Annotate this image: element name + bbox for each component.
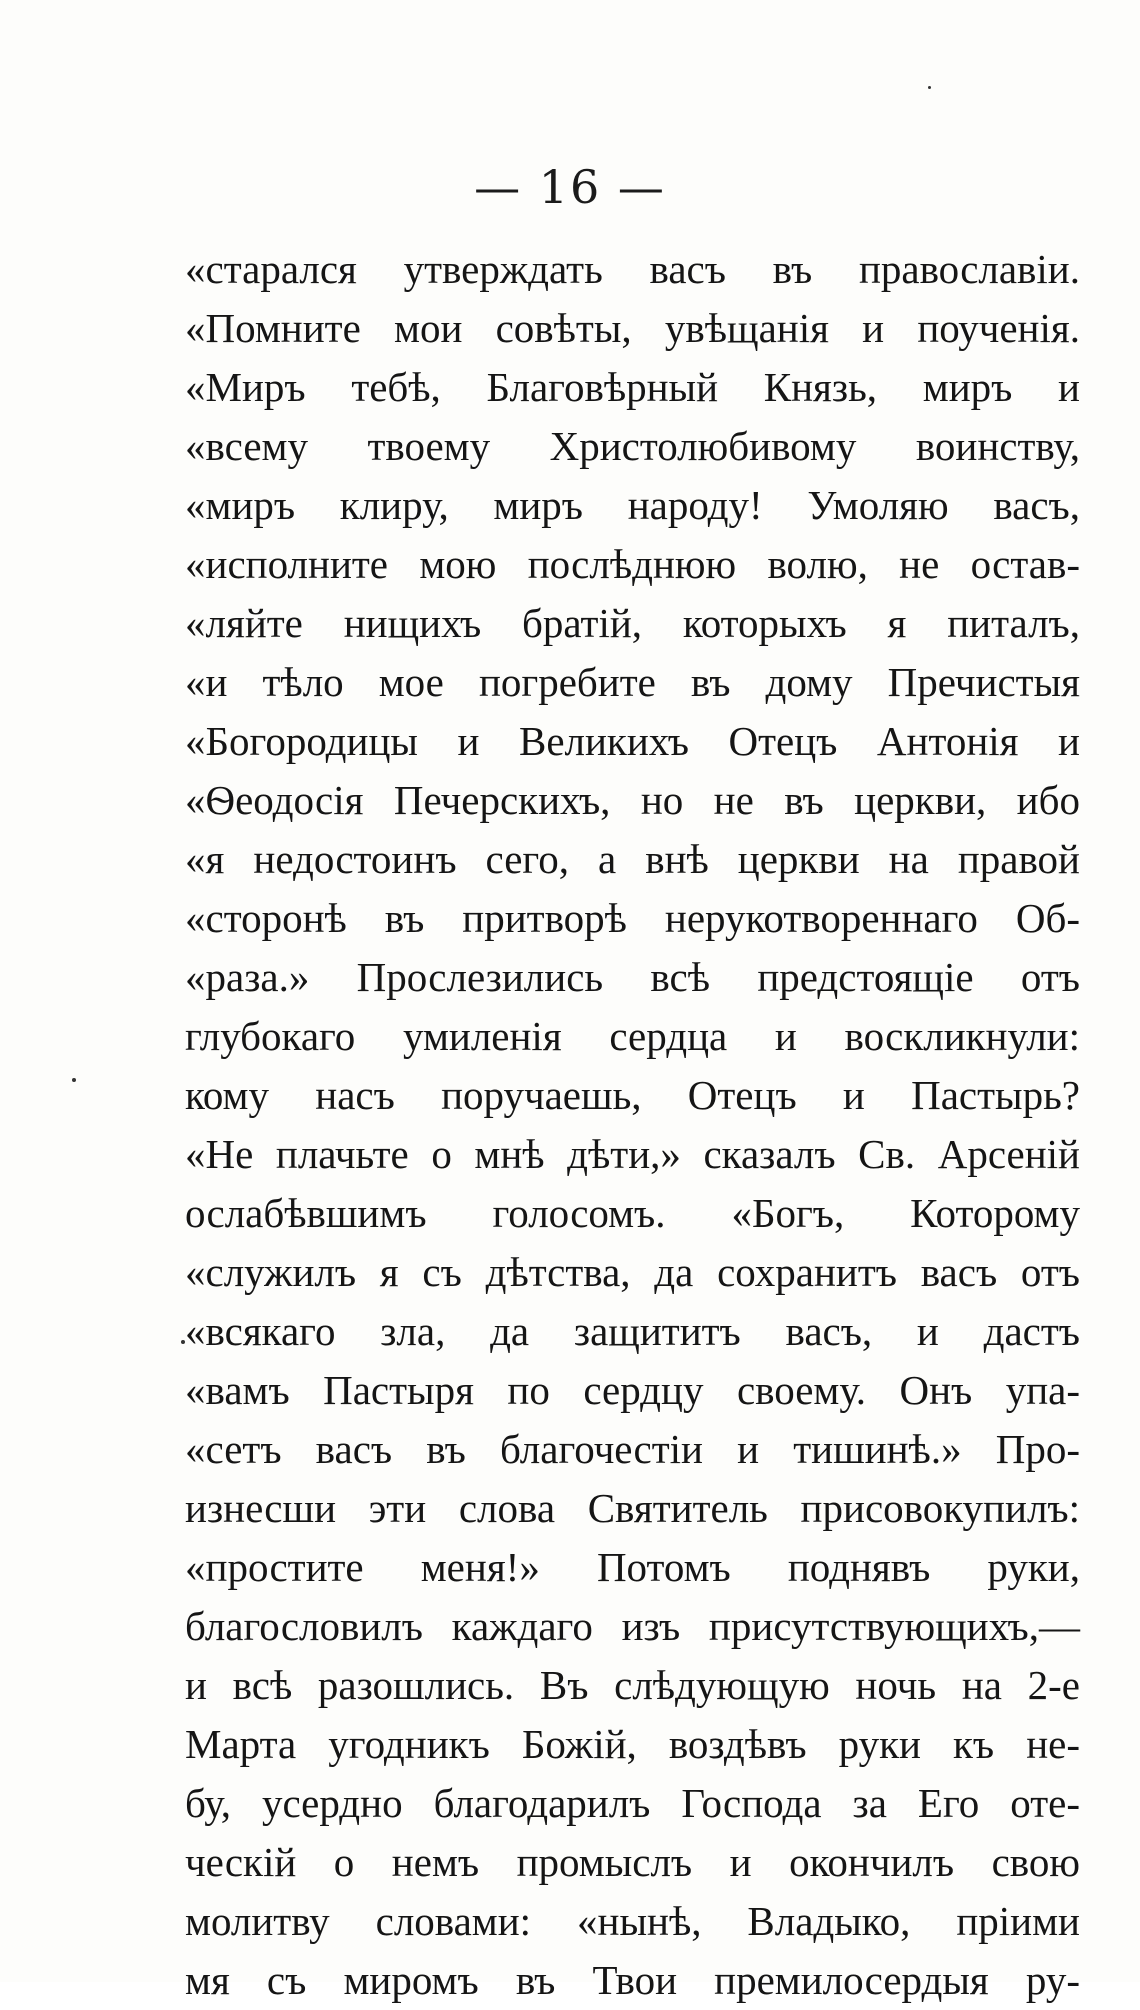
text-line: изнесши эти слова Святитель присовокупилъ: (185, 1485, 1080, 1531)
text-line: ческій о немъ промыслъ и окончилъ свою (185, 1839, 1080, 1885)
text-line: «ляйте нищихъ братій, которыхъ я питалъ, (185, 600, 1080, 646)
text-line: «Не плачьте о мнѣ дѣти,» сказалъ Св. Арсеній (185, 1131, 1080, 1177)
text-line: «вамъ Пастыря по сердцу своему. Онъ упа- (185, 1367, 1080, 1413)
text-line: «раза.» Прослезились всѣ предстоящіе отъ (185, 954, 1080, 1000)
print-speck (181, 1340, 185, 1344)
text-line: «сетъ васъ въ благочестіи и тишинѣ.» Про- (185, 1426, 1080, 1472)
text-line: «Богородицы и Великихъ Отецъ Антонія и (185, 718, 1080, 764)
text-line: глубокаго умиленія сердца и воскликнули: (185, 1013, 1080, 1059)
body-text (185, 240, 1080, 2010)
text-line: «я недостоинъ сего, а внѣ церкви на правой (185, 836, 1080, 882)
text-line: «всякаго зла, да защититъ васъ, и дастъ (185, 1308, 1080, 1354)
text-line: молитву словами: «нынѣ, Владыко, пріими (185, 1898, 1080, 1944)
text-line: «служилъ я съ дѣтства, да сохранитъ васъ отъ (185, 1249, 1080, 1295)
text-line: «и тѣло мое погребите въ дому Пречистыя (185, 659, 1080, 705)
text-line: мя съ миромъ въ Твои премилосердыя ру- (185, 1957, 1080, 2003)
text-line: Марта угодникъ Божій, воздѣвъ руки къ не- (185, 1721, 1080, 1767)
text-line: «Миръ тебѣ, Благовѣрный Князь, миръ и (185, 364, 1080, 410)
text-line: «исполните мою послѣднюю волю, не остав- (185, 541, 1080, 587)
text-line: «Помните мои совѣты, увѣщанія и поученія. (185, 305, 1080, 351)
text-line: кому насъ поручаешь, Отецъ и Пастырь? (185, 1072, 1080, 1118)
text-line: бу, усердно благодарилъ Господа за Его оте- (185, 1780, 1080, 1826)
print-speck (928, 86, 931, 89)
text-line: ослабѣвшимъ голосомъ. «Богъ, Которому (185, 1190, 1080, 1236)
text-line: и всѣ разошлись. Въ слѣдующую ночь на 2-е (185, 1662, 1080, 1708)
print-speck (72, 1078, 76, 1082)
text-line: благословилъ каждаго изъ присутствующихъ,— (185, 1603, 1080, 1649)
text-line: «сторонѣ въ притворѣ нерукотвореннаго Об- (185, 895, 1080, 941)
text-line: «всему твоему Христолюбивому воинству, (185, 423, 1080, 469)
text-line: «старался утверждать васъ въ православіи. (185, 246, 1080, 292)
text-line: «Ѳеодосія Печерскихъ, но не въ церкви, ибо (185, 777, 1080, 823)
text-line: «миръ клиру, миръ народу! Умоляю васъ, (185, 482, 1080, 528)
text-line: «простите меня!» Потомъ поднявъ руки, (185, 1544, 1080, 1590)
page-number: — 16 — (474, 160, 666, 214)
